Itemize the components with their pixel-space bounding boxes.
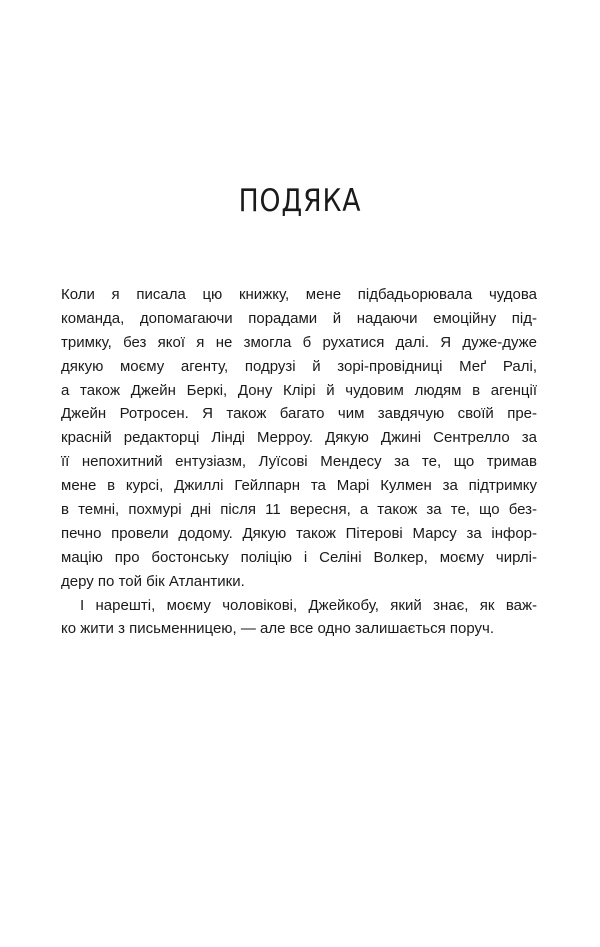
text-line: печно провели додому. Дякую також Пітерові Марсу за інфор- [61,524,537,542]
acknowledgements-text [61,283,537,641]
text-line: Джейн Ротросен. Я також багато чим завдячую своїй пре- [61,405,537,423]
text-line: красній редакторці Лінді Мерроу. Дякую Джині Сентрелло за [61,429,537,447]
text-line: дякую моєму агенту, подрузі й зорі-провідниці Меґ Ралі, [61,357,537,375]
paragraph-1 [61,283,537,594]
text-line: мене в курсі, Джиллі Гейлпарн та Марі Кулмен за підтримку [61,477,537,495]
text-line: деру по той бік Атлантики. [61,572,245,590]
text-line: команда, допомагаючи порадами й надаючи емоційну під- [61,309,537,327]
paragraph-2 [61,594,537,642]
text-line: мацію про бостонську поліцію і Селіні Волкер, моєму чирлі- [61,548,537,566]
text-line: її непохитний ентузіазм, Луїсові Мендесу за те, що тримав [61,453,537,471]
text-line: Коли я писала цю книжку, мене підбадьорювала чудова [61,286,537,303]
text-line: І нарешті, моєму чоловікові, Джейкобу, який знає, як важ- [80,596,537,614]
text-line: ко жити з письменницею, — але все одно залишається поруч. [61,620,495,638]
text-line: а також Джейн Беркі, Дону Клірі й чудовим людям в агенції [61,381,537,399]
text-line: тримку, без якої я не змогла б рухатися далі. Я дуже-дуже [61,333,537,351]
page-title: ПОДЯКА [238,183,362,219]
text-line: в темні, похмурі дні після 11 вересня, а також за те, що без- [61,501,537,519]
